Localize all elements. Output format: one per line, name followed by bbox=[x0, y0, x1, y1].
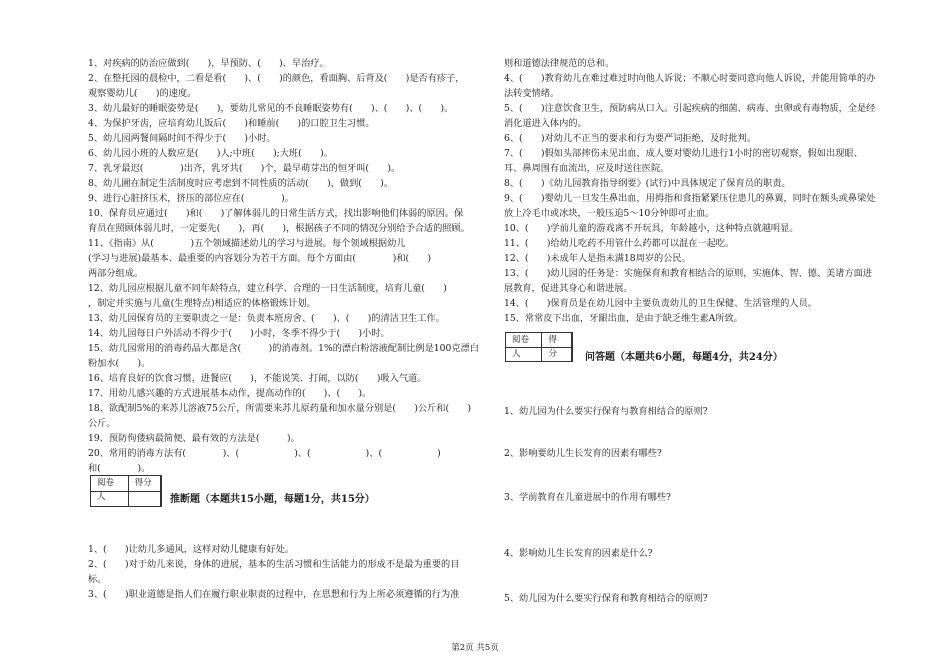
text-line: 3、( )职业道德是指人们在履行职业职责的过程中，在思想和行为上所必须遵循的行为准 bbox=[88, 589, 460, 600]
judge-score-box bbox=[90, 475, 162, 507]
text-line: 9、( )婴幼儿一旦发生鼻出血，用拇指和食指紧紧压住患儿的鼻翼，同时在额头或鼻梁处 bbox=[504, 193, 876, 204]
text-line: 3、幼儿最好的睡眠姿势是( )，要幼儿常见的不良睡眠姿势有( )、( )、( )。 bbox=[88, 103, 454, 114]
text-line: 13、幼儿园保育员的主要职责之一是：负责本班房舍、( )、( )的清洁卫生工作。 bbox=[88, 313, 445, 324]
text-line: 法转变情绪。 bbox=[504, 88, 560, 99]
text-line: 12、( )未成年人是指未满18周岁的公民。 bbox=[504, 253, 691, 264]
text-line: 展教育，促进其身心和谐进展。 bbox=[504, 283, 633, 294]
text-line: 则和道德法律规范的总和。 bbox=[504, 58, 615, 69]
judge-section-title: 推断题（本题共15小题，每题1分，共15分） bbox=[170, 494, 375, 505]
score-label: 得分 bbox=[129, 476, 161, 506]
text-line: 5、( )注意饮食卫生，预防病从口入。引起疾病的细菌、病毒、虫卵或有毒物质，全是经 bbox=[504, 103, 876, 114]
text-line: 6、幼儿园小班的人数应是( )人;中班( );大班( )。 bbox=[88, 148, 333, 159]
text-line: 17、用幼儿感兴趣的方式进展基本动作，提高动作的( )、( )。 bbox=[88, 388, 372, 399]
page-footer: 第2页 共5页 bbox=[451, 643, 499, 653]
text-line: 14、幼儿园每日户外活动不得少于( )小时，冬季不得少于( )小时。 bbox=[88, 328, 390, 339]
qa-question: 2、影响要幼儿生长发育的因素有哪些? bbox=[504, 448, 662, 459]
text-line: 7、乳牙最迟( )出齐，乳牙共( )个，最早萌芽出的恒牙叫( )。 bbox=[88, 163, 401, 174]
text-line: 14、( )保育员是在幼儿园中主要负责幼儿的卫生保健、生活管理的人员。 bbox=[504, 298, 817, 309]
text-line: 7、( )假如头部摔伤未见出血，成人要对婴幼儿进行1小时的密切观察，假如出现眼、 bbox=[504, 148, 863, 159]
text-line: 10、( )学前儿童的游戏离不开玩具，年龄越小，这种特点就越明显。 bbox=[504, 223, 799, 234]
text-line: 1、对疾病的防治应做到( )，早预防、( )、早治疗。 bbox=[88, 58, 329, 69]
text-line: 11、( )给幼儿吃药不用管什么药都可以混在一起吃。 bbox=[504, 238, 735, 249]
text-line: 粉加水( )。 bbox=[88, 358, 151, 369]
qa-question: 5、幼儿园为什么要实行保育和教育相结合的原则? bbox=[504, 593, 708, 604]
text-line: 1、( )让幼儿多通风，这样对幼儿健康有好处。 bbox=[88, 544, 294, 555]
text-line: 育员在照顾体弱儿时，一定要先( )，再( )，根据孩子不同的情况分别给予合适的照顾。 bbox=[88, 223, 470, 234]
text-line: 4、( )教育幼儿在难过难过时向他人诉说；不顺心时要同意向他人诉说，并能用简单的办 bbox=[504, 73, 876, 84]
judge-items-right bbox=[504, 56, 904, 326]
qa-question: 1、幼儿园为什么要实行保育与教育相结合的原则? bbox=[504, 406, 708, 417]
text-line: 2、在整托园的晨检中，二看是看( )、( )的颜色，看面胸、后背及( )是否有疹子， bbox=[88, 73, 465, 84]
qa-score-box bbox=[505, 332, 573, 362]
text-line: 15、幼儿园常用的消毒药品大都是含( )的消毒剂。1%的漂白粉溶液配制比例是100克漂白 bbox=[88, 343, 479, 354]
score-box-blank-row bbox=[91, 491, 161, 506]
text-line: 15、常常皮下出血，牙龈出血，是由于缺乏维生素A所致。 bbox=[504, 313, 743, 324]
text-line: (学习与进展)最基本、最重要的内容划分为若干方面。每个方面由( )和( ) bbox=[88, 253, 432, 264]
judge-items-left bbox=[88, 542, 484, 602]
text-line: 6、( )对幼儿不正当的要求和行为要严词拒绝，及时批判。 bbox=[504, 133, 756, 144]
text-line: 8、幼儿圃在制定生活制度时应考虑到不同性质的活动( )，做到( )。 bbox=[88, 178, 393, 189]
text-line: 11、《指南》从( )五个领域描述幼儿的学习与进展。每个领域根据幼儿 bbox=[88, 238, 406, 249]
text-line: ，制定并实施与儿童(生理特点)相适应的体格锻炼计划。 bbox=[88, 298, 316, 309]
fill-blank-section bbox=[88, 56, 484, 476]
score-box-blank-row bbox=[506, 347, 572, 362]
qa-question: 4、影响幼儿生长发育的因素是什么? bbox=[504, 548, 653, 559]
qa-section-title: 问答题（本题共6小题，每题4分，共24分） bbox=[585, 352, 783, 363]
text-line: 和( )。 bbox=[88, 463, 151, 474]
text-line: 标。 bbox=[88, 574, 107, 585]
score-label: 得分 bbox=[542, 333, 572, 361]
text-line: 18、欲配制5%的来苏儿溶液75公斤，所需要来苏儿原药量和加水量分别是( )公斤和( ) bbox=[88, 403, 472, 414]
text-line: 2、( )对于幼儿来说，身体的进展，基本的生活习惯和生活能力的形成不是最为重要的目 bbox=[88, 559, 460, 570]
text-line: 19、预防佝偻病最简便、最有效的方法是( )。 bbox=[88, 433, 300, 444]
text-line: 公斤。 bbox=[88, 418, 116, 429]
score-reviewer-label: 阅卷人 bbox=[91, 476, 129, 506]
text-line: 20、常用的消毒方法有( )、( )、( )、( ) bbox=[88, 448, 441, 459]
text-line: 观察婴幼儿( )的速度。 bbox=[88, 88, 197, 99]
text-line: 16、培育良好的饮食习惯，进餐应( )，不能说笑、打闹，以防( )吸入气道。 bbox=[88, 373, 427, 384]
text-line: 耳、鼻周围有血流出，应及时送往医院。 bbox=[504, 163, 670, 174]
score-reviewer-label: 阅卷人 bbox=[506, 333, 542, 361]
text-line: 消化道进入体内的。 bbox=[504, 118, 587, 129]
text-line: 放上冷毛巾或冰块，一般压迫5～10分钟即可止血。 bbox=[504, 208, 715, 219]
text-line: 两部分组成。 bbox=[88, 268, 144, 279]
text-line: 8、( )《幼儿园教育指导纲要》(试行)中具体规定了保育员的职责。 bbox=[504, 178, 791, 189]
text-line: 9、进行心脏挤压术，挤压的部位应在( )。 bbox=[88, 193, 294, 204]
text-line: 12、幼儿园应根据儿童不同年龄特点，建立科学、合理的一日生活制度，培育儿童( ) bbox=[88, 283, 447, 294]
text-line: 5、幼儿园两餐间隔时间不得少于( )小时。 bbox=[88, 133, 276, 144]
qa-question: 3、学前教育在儿童进展中的作用有哪些? bbox=[504, 492, 671, 503]
text-line: 10、保育员应通过( )和( )了解体弱儿的日常生活方式，找出影响他们体弱的原因。保 bbox=[88, 208, 464, 219]
text-line: 13、( )幼儿园的任务是：实施保育和教育相结合的原则，实施体、智、德、美诸方面进 bbox=[504, 268, 872, 279]
text-line: 4、为保护牙齿，应培育幼儿饭后( )和睡前( )的口腔卫生习惯。 bbox=[88, 118, 375, 129]
